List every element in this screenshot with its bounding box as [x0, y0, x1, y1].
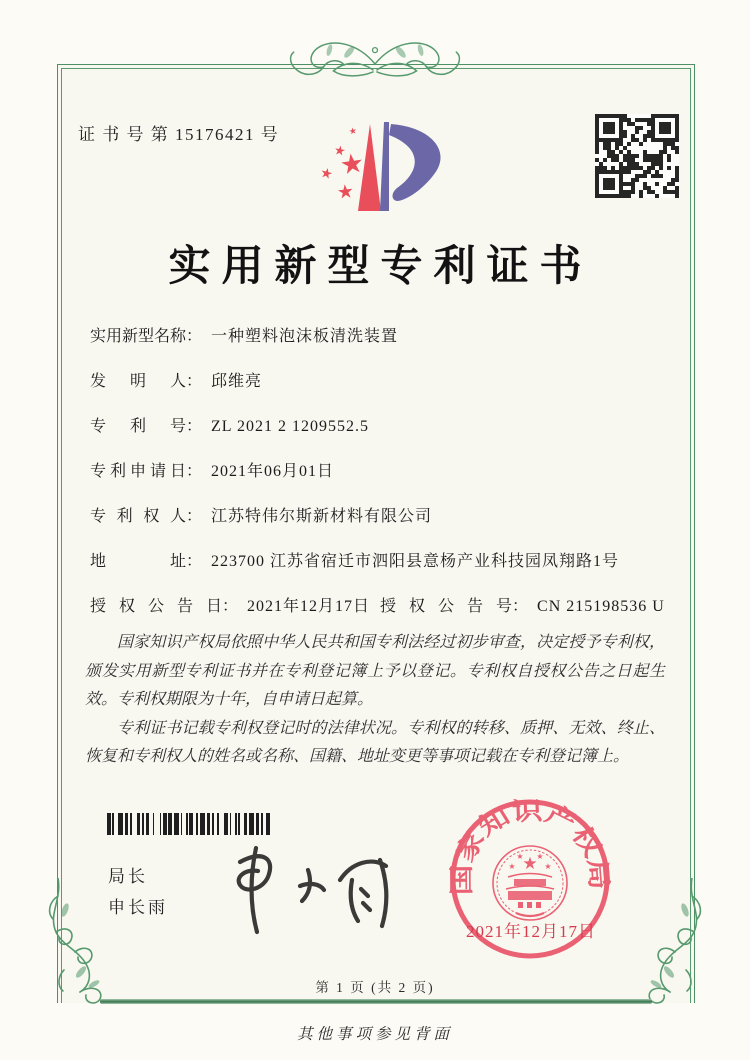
seal-emblem-icon: [493, 846, 567, 920]
field-value: CN 215198536 U: [537, 598, 665, 615]
back-note: 其他事项参见背面: [296, 1026, 453, 1043]
director-block: [108, 861, 168, 923]
field-colon: ：: [186, 373, 203, 390]
top-ornament-icon: [266, 34, 484, 90]
bottom-border-line: [100, 999, 652, 1004]
field-colon: ：: [512, 598, 529, 615]
field-value: 江苏特伟尔斯新材料有限公司: [211, 508, 433, 525]
qr-code: [595, 114, 679, 198]
cnipa-logo-icon: [303, 111, 463, 231]
field-colon: ：: [186, 553, 203, 570]
field-row: [90, 373, 665, 391]
field-row: [90, 553, 665, 571]
field-label: 专利申请日: [90, 463, 186, 480]
legal-paragraph: 国家知识产权局依照中华人民共和国专利法经过初步审查，决定授予专利权，颁发实用新型专利证书并在专利登记簿上予以登记。专利权自授权公告之日起生效。专利权期限为十年，自申请日起算。: [85, 634, 665, 708]
certificate-number: 证 书 号 第 15176421 号: [78, 125, 280, 144]
seal-text: 国家知识产权局: [448, 798, 612, 896]
star-icon: [336, 182, 355, 203]
field-value: 2021年12月17日: [247, 598, 371, 615]
barcode: [107, 813, 297, 835]
field-label: 实用新型名称: [90, 328, 187, 345]
field-label: 发明人: [90, 373, 186, 390]
svg-text:★: ★: [536, 852, 544, 861]
field-colon: ：: [186, 328, 203, 345]
field-row: [90, 418, 665, 436]
svg-text:★: ★: [522, 854, 538, 874]
field-colon: ：: [186, 418, 203, 435]
field-label: 专利号: [90, 418, 186, 435]
field-label: 专利权人: [90, 508, 186, 525]
patent-fields: [90, 328, 665, 643]
field-row: [90, 463, 665, 481]
svg-text:★: ★: [544, 862, 552, 871]
field-label: 授权公告号: [380, 598, 512, 615]
director-title: 局长: [108, 867, 148, 886]
field-row: [90, 508, 665, 526]
field-colon: ：: [186, 463, 203, 480]
svg-text:★: ★: [508, 862, 516, 871]
svg-text:★: ★: [516, 852, 524, 861]
field-colon: ：: [186, 508, 203, 525]
star-icon: [338, 149, 366, 179]
field-row: [90, 328, 665, 346]
director-name: 申长雨: [108, 898, 168, 917]
field-value: ZL 2021 2 1209552.5: [211, 418, 369, 435]
field-value: 一种塑料泡沫板清洗装置: [211, 328, 399, 345]
grant-row: [90, 598, 665, 616]
director-signature: [210, 840, 415, 940]
grant-number-pair: [380, 598, 665, 616]
field-colon: ：: [222, 598, 239, 615]
legal-text: [85, 629, 665, 772]
field-label: 授权公告日: [90, 598, 222, 615]
field-value: 2021年06月01日: [211, 463, 335, 480]
field-value: 223700 江苏省宿迁市泗阳县意杨产业科技园凤翔路1号: [211, 553, 620, 570]
legal-paragraph: 专利证书记载专利权登记时的法律状况。专利权的转移、质押、无效、终止、恢复和专利权人的姓名或名称、国籍、地址变更等事项记载在专利登记簿上。: [85, 719, 665, 765]
field-value: 邱维亮: [211, 373, 263, 390]
seal-date: 2021年12月17日: [466, 922, 596, 941]
field-label: 地址: [90, 553, 186, 570]
certificate-title: 实用新型专利证书: [168, 244, 593, 290]
page-indicator: 第 1 页 (共 2 页): [315, 980, 435, 995]
